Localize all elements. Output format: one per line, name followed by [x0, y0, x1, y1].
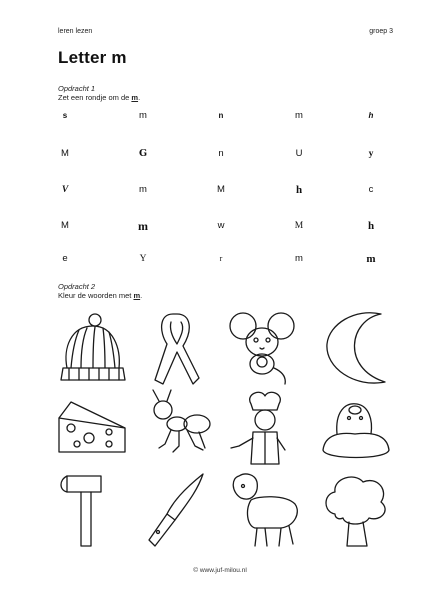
letter-cell[interactable]: y	[368, 149, 374, 159]
letter-cell[interactable]: M	[217, 184, 225, 195]
chef-picture[interactable]	[224, 388, 306, 468]
lamb-picture[interactable]	[224, 470, 306, 550]
mole-drawing	[314, 388, 396, 468]
letter-cell[interactable]: h	[367, 220, 375, 232]
letter-cell[interactable]: h	[295, 184, 303, 196]
exercise-2-instruction	[58, 291, 142, 300]
axe-picture[interactable]	[48, 470, 130, 550]
knife-picture[interactable]	[136, 470, 218, 550]
instruction-text: Zet een rondje om de	[58, 93, 132, 102]
letter-cell[interactable]: m	[295, 110, 303, 121]
letter-cell[interactable]: M	[294, 221, 304, 231]
header-grade: groep 3	[369, 28, 393, 35]
instruction-target-letter: m	[131, 93, 139, 102]
letter-cell[interactable]: M	[61, 148, 69, 159]
letter-cell[interactable]: e	[62, 253, 68, 264]
letter-cell[interactable]: s	[62, 111, 68, 120]
mouse-drawing	[224, 308, 306, 388]
letter-cell[interactable]: n	[218, 111, 224, 120]
instruction-suffix: .	[140, 291, 143, 300]
cheese-picture[interactable]	[48, 388, 130, 468]
moon-drawing	[314, 308, 396, 388]
instruction-target-letter: m	[133, 291, 141, 300]
letter-cell[interactable]: Y	[139, 254, 147, 264]
letter-cell[interactable]: V	[61, 185, 69, 195]
letter-cell[interactable]: m	[366, 253, 376, 265]
ant-picture[interactable]	[136, 388, 218, 468]
exercise-2-label: Opdracht 2	[58, 282, 96, 291]
instruction-suffix: .	[138, 93, 141, 102]
ribbon-picture[interactable]	[136, 308, 218, 388]
letter-cell[interactable]: c	[368, 184, 374, 195]
tree-picture[interactable]	[314, 470, 396, 550]
axe-drawing	[48, 470, 130, 550]
coloring-pictures	[48, 308, 388, 558]
letter-cell[interactable]: m	[295, 253, 303, 264]
ribbon-drawing	[136, 308, 218, 388]
letter-cell[interactable]: G	[138, 148, 148, 159]
letter-cell[interactable]: m	[139, 184, 147, 195]
letter-cell[interactable]: m	[139, 110, 147, 121]
lamb-drawing	[224, 470, 306, 550]
letter-cell[interactable]: n	[218, 148, 224, 159]
instruction-text: Kleur de woorden met	[58, 291, 134, 300]
letter-cell[interactable]: m	[138, 219, 148, 233]
letter-cell[interactable]: r	[219, 254, 223, 263]
cheese-drawing	[48, 388, 130, 468]
ant-drawing	[136, 388, 218, 468]
hat-picture[interactable]	[48, 308, 130, 388]
knife-drawing	[136, 470, 218, 550]
page-title: Letter m	[58, 48, 127, 67]
tree-drawing	[314, 470, 396, 550]
letter-cell[interactable]: w	[217, 220, 225, 231]
footer-copyright: © www.juf-milou.nl	[193, 567, 247, 574]
moon-picture[interactable]	[314, 308, 396, 388]
letter-cell[interactable]: M	[61, 220, 69, 231]
chef-drawing	[224, 388, 306, 468]
exercise-1-instruction	[58, 93, 140, 102]
letter-cell[interactable]: h	[368, 111, 374, 120]
header-subject: leren lezen	[58, 28, 93, 35]
letter-grid	[52, 110, 384, 265]
exercise-1-label: Opdracht 1	[58, 84, 96, 93]
hat-drawing	[48, 308, 130, 388]
letter-cell[interactable]: U	[295, 148, 303, 159]
mole-picture[interactable]	[314, 388, 396, 468]
mouse-picture[interactable]	[224, 308, 306, 388]
